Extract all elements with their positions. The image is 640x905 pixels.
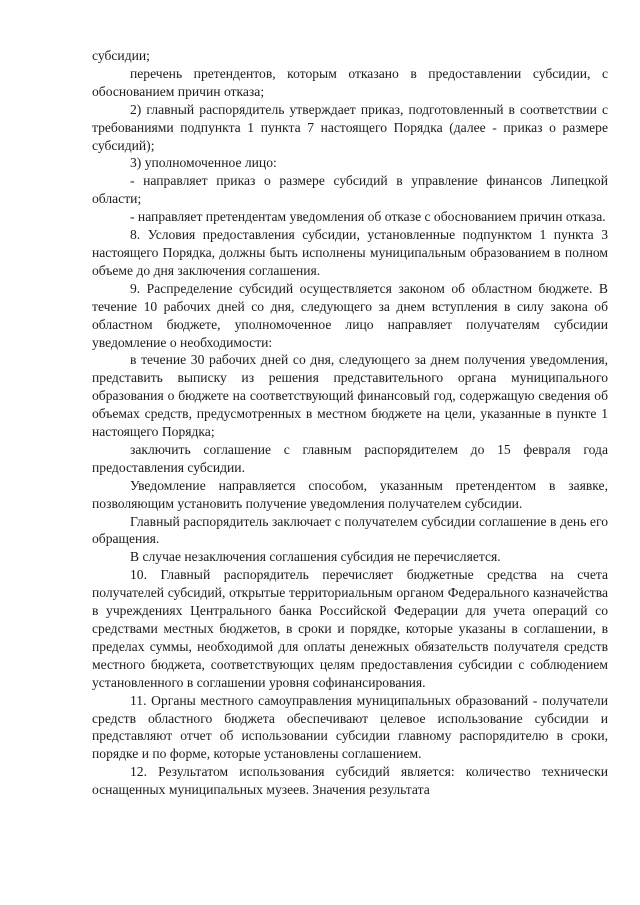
paragraph-dash-finance: - направляет приказ о размере субсидий в управление финансов Липецкой области;: [92, 173, 608, 207]
paragraph-dash-notice: - направляет претендентам уведомления об отказе с обоснованием причин отказа.: [130, 209, 606, 225]
paragraph-refused-list: перечень претендентов, которым отказано в предоставлении субсидии, с обоснованием причин отказа;: [92, 65, 608, 99]
paragraph-item-2: 2) главный распорядитель утверждает приказ, подготовленный в соответствии с требованиями подпункта 1 пункта 7 настоящего Порядка (далее - приказ о размере субсидий);: [92, 101, 608, 153]
paragraph-conclude-agreement: заключить соглашение с главным распорядителем до 15 февраля года предоставления субсидии.: [92, 441, 608, 475]
paragraph-section-8: 8. Условия предоставления субсидии, установленные подпунктом 1 пункта 3 настоящего Порядка, должны быть исполнены муниципальным образованием в полном объеме до дня заключения соглашения.: [92, 227, 608, 278]
paragraph-section-9: 9. Распределение субсидий осуществляется законом об областном бюджете. В течение 10 рабочих дней со дня, следующего за днем вступления в силу закона об областном бюджете, уполномоченное лицо направляет получателям субсидии уведомление о необходимости:: [92, 280, 608, 350]
paragraph-subsidy-end: субсидии;: [92, 48, 150, 63]
paragraph-within-30-days: в течение 30 рабочих дней со дня, следующего за днем получения уведомления, представить выписку из решения представительного органа муниципального образования о бюджете на соответствующий финансовый год, содержащую сведения об объемах средств, предусмотренных в местном бюджете на цели, указанные в пункте 1 настоящего Порядка;: [92, 352, 608, 440]
paragraph-agreement-day: Главный распорядитель заключает с получателем субсидии соглашение в день его обращения.: [92, 513, 608, 547]
paragraph-notice-method: Уведомление направляется способом, указанным претендентом в заявке, позволяющим установить получение уведомления получателем субсидии.: [92, 477, 608, 511]
paragraph-item-3: 3) уполномоченное лицо:: [130, 155, 277, 171]
paragraph-section-10: 10. Главный распорядитель перечисляет бюджетные средства на счета получателей субсидий, открытые территориальным органом Федерального казначейства в учреждениях Центрального банка Российской Федерации для учета операций со средствами местных бюджетов, в сроки и порядке, которые указаны в соглашении, в пределах суммы, необходимой для оплаты денежных обязательств получателя средств местного бюджета, соответствующих целям предоставления субсидии с соблюдением установленного в соглашении уровня софинансирования.: [92, 567, 608, 690]
paragraph-section-11: 11. Органы местного самоуправления муниципальных образований - получатели средств областного бюджета обеспечивают целевое использование субсидии и представляют отчет об использовании субсидии главному распорядителю в сроки, порядке и по форме, которые установлены соглашением.: [92, 692, 608, 762]
document-body: [92, 47, 608, 799]
paragraph-no-transfer: В случае незаключения соглашения субсидия не перечисляется.: [130, 549, 501, 565]
paragraph-section-12: 12. Результатом использования субсидий является: количество технически оснащенных муниципальных музеев. Значения результата: [92, 764, 608, 798]
